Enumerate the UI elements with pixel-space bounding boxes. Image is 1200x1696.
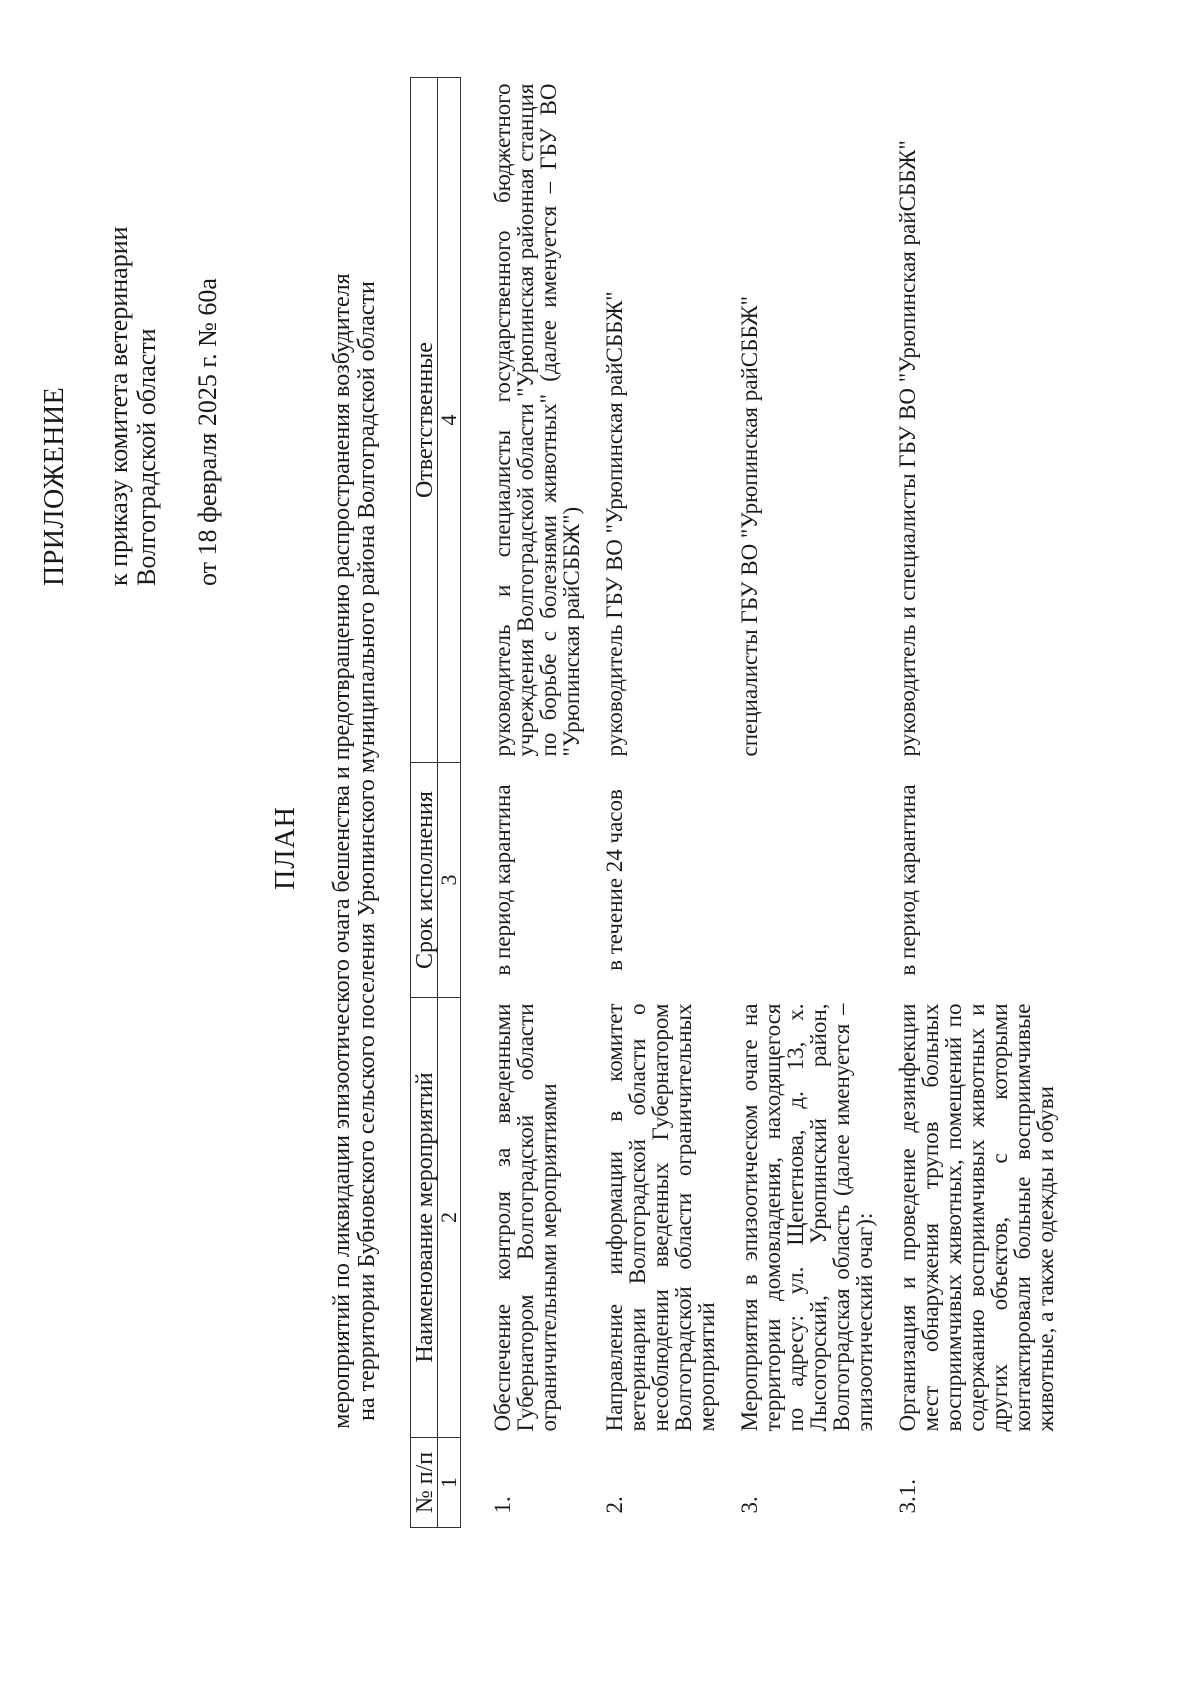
row-term: в течение 24 часов	[602, 789, 627, 971]
row-term	[728, 763, 886, 998]
row-resp: руководитель ГБУ ВО "Урюпинская райСББЖ"	[602, 291, 627, 757]
plan-title: ПЛАН	[270, 806, 301, 890]
table-row	[728, 78, 886, 1528]
column-number: 4	[438, 78, 461, 763]
order-line-1: к приказу комитета ветеринарии	[103, 226, 133, 586]
row-resp: специалисты ГБУ ВО "Урюпинская райСББЖ"	[737, 296, 762, 757]
row-num: 2.	[602, 1496, 627, 1514]
plan-table	[410, 77, 1067, 1528]
column-number: 1	[438, 1438, 461, 1528]
row-num: 1.	[490, 1496, 515, 1514]
order-line-2: Волгоградской области	[132, 328, 162, 586]
row-name: Направление информации в комитет ветеринарии Волгоградской области о несоблюдении введенных Губернатором Волгоградской области ограничительных мероприятий	[602, 1003, 719, 1432]
table-header-row	[411, 78, 438, 1528]
order-date: от 18 февраля 2025 г. № 60а	[192, 278, 222, 586]
appendix-block	[40, 66, 223, 586]
plan-subtitle	[330, 126, 380, 1576]
column-number: 2	[438, 998, 461, 1438]
appendix-title: ПРИЛОЖЕНИЕ	[39, 386, 70, 586]
row-num: 3.	[737, 1496, 762, 1514]
header-name: Наименование мероприятий	[411, 998, 438, 1438]
column-number-row	[438, 78, 461, 1528]
header-num: № п/п	[411, 1438, 438, 1528]
row-term: в период карантина	[490, 784, 515, 976]
column-number: 3	[438, 763, 461, 998]
plan-subtitle-line-1: мероприятий по ликвидации эпизоотического очага бешенства и предотвращению распространения возбудителя	[329, 273, 355, 1429]
header-resp: Ответственные	[411, 78, 438, 763]
table-row	[593, 78, 728, 1528]
row-name: Мероприятия в эпизоотическом очаге на территории домовладения, находящегося по адресу: ул. Щепетнова, д. 13, х. Лысогорский, Урюпинский район, Волгоградская область (далее именуется – эпизоотический очаг):	[737, 1003, 877, 1432]
row-resp: руководитель и специалисты ГБУ ВО "Урюпинская райСББЖ"	[895, 140, 920, 757]
table-row	[461, 78, 594, 1528]
row-name: Обеспечение контроля за введенными Губернатором Волгоградской области ограничительными мероприятиями	[490, 1003, 561, 1432]
row-resp: руководитель и специалисты государственного бюджетного учреждения Волгоградской области "Урюпинская районная станция по борьбе с болезнями животных" (далее именуется – ГБУ ВО "Урюпинская райСББЖ")	[490, 83, 584, 757]
row-term: в период карантина	[895, 784, 920, 976]
table-row	[886, 78, 1067, 1528]
row-name: Организация и проведение дезинфекции мест обнаружения трупов больных восприимчивых животных, помещений по содержанию восприимчивых животных и других объектов, с которыми контактировали больные восприимчивые животные, а также одежды и обуви	[895, 1003, 1058, 1432]
row-num: 3.1.	[895, 1479, 920, 1514]
plan-subtitle-line-2: на территории Бубновского сельского поселения Урюпинского муниципального района Волгоградской области	[354, 281, 381, 1421]
header-term: Срок исполнения	[411, 763, 438, 998]
